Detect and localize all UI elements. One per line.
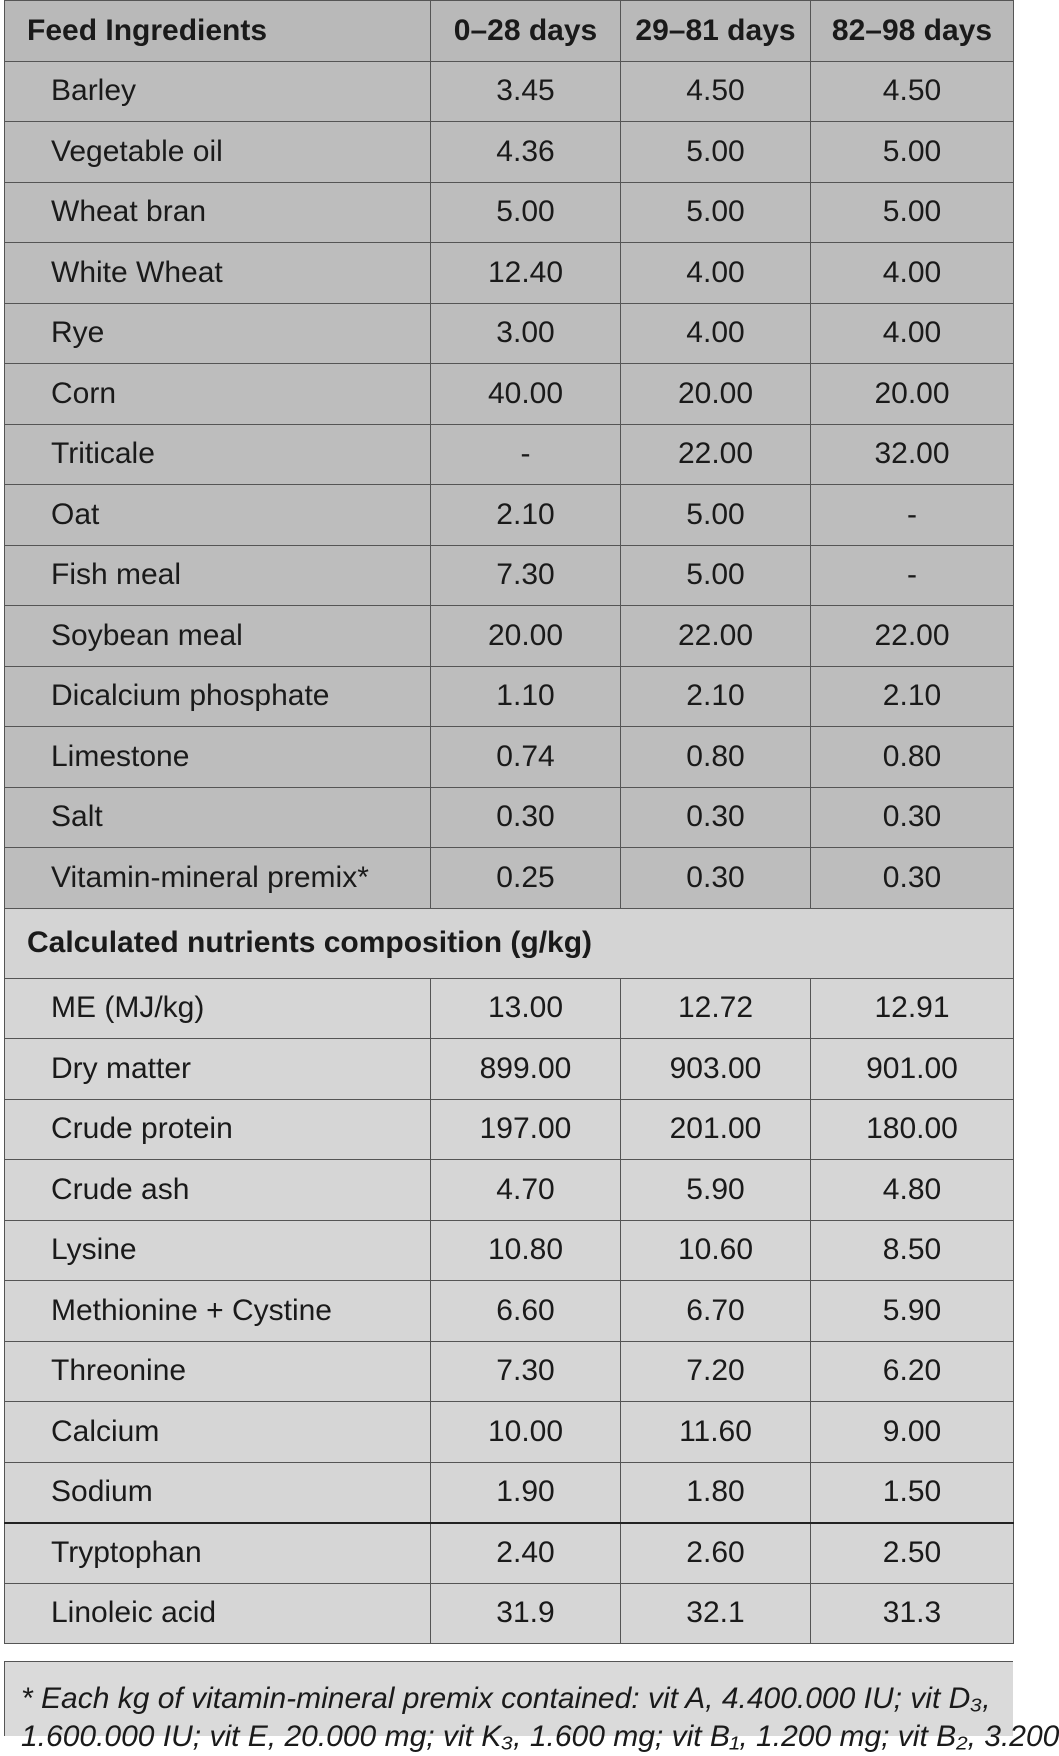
row-label: Corn — [5, 364, 431, 425]
value-cell: 2.60 — [621, 1523, 811, 1584]
value-cell: 5.90 — [811, 1281, 1014, 1342]
row-label: Methionine + Cystine — [5, 1281, 431, 1342]
nutrient-row — [5, 1160, 1014, 1221]
value-cell: 4.00 — [811, 303, 1014, 364]
ingredient-row — [5, 727, 1014, 788]
nutrient-row — [5, 1099, 1014, 1160]
value-cell: 6.20 — [811, 1341, 1014, 1402]
value-cell: 20.00 — [431, 606, 621, 667]
value-cell: 0.30 — [621, 787, 811, 848]
value-cell: 0.74 — [431, 727, 621, 788]
value-cell: 5.00 — [621, 182, 811, 243]
value-cell: 4.50 — [811, 61, 1014, 122]
row-label: Crude ash — [5, 1160, 431, 1221]
value-cell: 32.00 — [811, 424, 1014, 485]
value-cell: 1.10 — [431, 666, 621, 727]
value-cell: 22.00 — [621, 424, 811, 485]
ingredient-row — [5, 182, 1014, 243]
value-cell: 0.80 — [621, 727, 811, 788]
row-label: Rye — [5, 303, 431, 364]
value-cell: 9.00 — [811, 1402, 1014, 1463]
row-label: Oat — [5, 485, 431, 546]
row-label: ME (MJ/kg) — [5, 978, 431, 1039]
value-cell: 31.9 — [431, 1583, 621, 1644]
value-cell: 180.00 — [811, 1099, 1014, 1160]
value-cell: 2.50 — [811, 1523, 1014, 1584]
value-cell: 6.60 — [431, 1281, 621, 1342]
value-cell: 12.72 — [621, 978, 811, 1039]
value-cell: 8.50 — [811, 1220, 1014, 1281]
ingredient-row — [5, 122, 1014, 183]
ingredient-row — [5, 666, 1014, 727]
value-cell: 5.00 — [621, 545, 811, 606]
value-cell: - — [811, 545, 1014, 606]
value-cell: 7.30 — [431, 545, 621, 606]
row-label: Triticale — [5, 424, 431, 485]
value-cell: 0.30 — [431, 787, 621, 848]
row-label: Lysine — [5, 1220, 431, 1281]
value-cell: 4.80 — [811, 1160, 1014, 1221]
value-cell: 903.00 — [621, 1039, 811, 1100]
row-label: Barley — [5, 61, 431, 122]
value-cell: 5.00 — [621, 122, 811, 183]
value-cell: 10.80 — [431, 1220, 621, 1281]
value-cell: 12.91 — [811, 978, 1014, 1039]
row-label: Crude protein — [5, 1099, 431, 1160]
value-cell: 32.1 — [621, 1583, 811, 1644]
nutrients-section-title: Calculated nutrients composition (g/kg) — [5, 908, 1014, 978]
value-cell: 31.3 — [811, 1583, 1014, 1644]
feed-composition-table — [4, 0, 1014, 1644]
value-cell: 1.80 — [621, 1462, 811, 1523]
value-cell: 3.45 — [431, 61, 621, 122]
value-cell: - — [811, 485, 1014, 546]
value-cell: 2.10 — [811, 666, 1014, 727]
row-label: Dry matter — [5, 1039, 431, 1100]
nutrient-row — [5, 1220, 1014, 1281]
nutrient-row — [5, 978, 1014, 1039]
row-label: Calcium — [5, 1402, 431, 1463]
row-label: Limestone — [5, 727, 431, 788]
row-label: Fish meal — [5, 545, 431, 606]
nutrient-row — [5, 1039, 1014, 1100]
value-cell: 4.00 — [621, 303, 811, 364]
value-cell: 1.90 — [431, 1462, 621, 1523]
row-label: Threonine — [5, 1341, 431, 1402]
value-cell: 10.60 — [621, 1220, 811, 1281]
footnote-line-2: 1.600.000 IU; vit E, 20.000 mg; vit K₃, 1.600 mg; vit B₁, 1.200 mg; vit B₂, 3.200 — [21, 1720, 1059, 1753]
nutrient-row — [5, 1523, 1014, 1584]
row-label: White Wheat — [5, 243, 431, 304]
value-cell: 10.00 — [431, 1402, 621, 1463]
value-cell: 7.20 — [621, 1341, 811, 1402]
value-cell: 0.30 — [811, 848, 1014, 909]
value-cell: 197.00 — [431, 1099, 621, 1160]
value-cell: 1.50 — [811, 1462, 1014, 1523]
value-cell: 899.00 — [431, 1039, 621, 1100]
row-label: Salt — [5, 787, 431, 848]
value-cell: 5.00 — [811, 122, 1014, 183]
value-cell: 12.40 — [431, 243, 621, 304]
ingredient-row — [5, 303, 1014, 364]
row-label: Vegetable oil — [5, 122, 431, 183]
ingredient-row — [5, 787, 1014, 848]
table-body — [5, 61, 1014, 1644]
nutrient-row — [5, 1402, 1014, 1463]
nutrient-row — [5, 1583, 1014, 1644]
value-cell: 4.50 — [621, 61, 811, 122]
header-0-28-days: 0–28 days — [431, 1, 621, 62]
value-cell: 5.00 — [431, 182, 621, 243]
value-cell: 20.00 — [811, 364, 1014, 425]
value-cell: 3.00 — [431, 303, 621, 364]
ingredient-row — [5, 545, 1014, 606]
ingredient-row — [5, 485, 1014, 546]
nutrient-row — [5, 1341, 1014, 1402]
row-label: Linoleic acid — [5, 1583, 431, 1644]
value-cell: 40.00 — [431, 364, 621, 425]
ingredient-row — [5, 243, 1014, 304]
value-cell: 901.00 — [811, 1039, 1014, 1100]
value-cell: 0.30 — [621, 848, 811, 909]
row-label: Dicalcium phosphate — [5, 666, 431, 727]
row-label: Soybean meal — [5, 606, 431, 667]
value-cell: 4.00 — [621, 243, 811, 304]
value-cell: 4.36 — [431, 122, 621, 183]
value-cell: 201.00 — [621, 1099, 811, 1160]
footnote-line-1: * Each kg of vitamin-mineral premix contained: vit A, 4.400.000 IU; vit D₃, — [21, 1682, 991, 1715]
value-cell: 4.70 — [431, 1160, 621, 1221]
header-row — [5, 1, 1014, 62]
value-cell: 5.90 — [621, 1160, 811, 1221]
value-cell: 2.10 — [431, 485, 621, 546]
row-label: Wheat bran — [5, 182, 431, 243]
header-82-98-days: 82–98 days — [811, 1, 1014, 62]
row-label: Vitamin-mineral premix* — [5, 848, 431, 909]
row-label: Sodium — [5, 1462, 431, 1523]
value-cell: 11.60 — [621, 1402, 811, 1463]
premix-footnote — [4, 1661, 1059, 1753]
feed-table-container — [4, 0, 1013, 1644]
ingredient-row — [5, 61, 1014, 122]
value-cell: 2.40 — [431, 1523, 621, 1584]
value-cell: 4.00 — [811, 243, 1014, 304]
value-cell: 2.10 — [621, 666, 811, 727]
value-cell: - — [431, 424, 621, 485]
header-feed-ingredients: Feed Ingredients — [5, 1, 431, 62]
value-cell: 5.00 — [621, 485, 811, 546]
value-cell: 7.30 — [431, 1341, 621, 1402]
value-cell: 5.00 — [811, 182, 1014, 243]
ingredient-row — [5, 364, 1014, 425]
ingredient-row — [5, 848, 1014, 909]
value-cell: 22.00 — [621, 606, 811, 667]
value-cell: 0.80 — [811, 727, 1014, 788]
value-cell: 6.70 — [621, 1281, 811, 1342]
header-29-81-days: 29–81 days — [621, 1, 811, 62]
row-label: Tryptophan — [5, 1523, 431, 1584]
nutrient-row — [5, 1462, 1014, 1523]
value-cell: 0.30 — [811, 787, 1014, 848]
value-cell: 13.00 — [431, 978, 621, 1039]
ingredient-row — [5, 606, 1014, 667]
section-header-row — [5, 908, 1014, 978]
value-cell: 20.00 — [621, 364, 811, 425]
value-cell: 0.25 — [431, 848, 621, 909]
ingredient-row — [5, 424, 1014, 485]
value-cell: 22.00 — [811, 606, 1014, 667]
nutrient-row — [5, 1281, 1014, 1342]
